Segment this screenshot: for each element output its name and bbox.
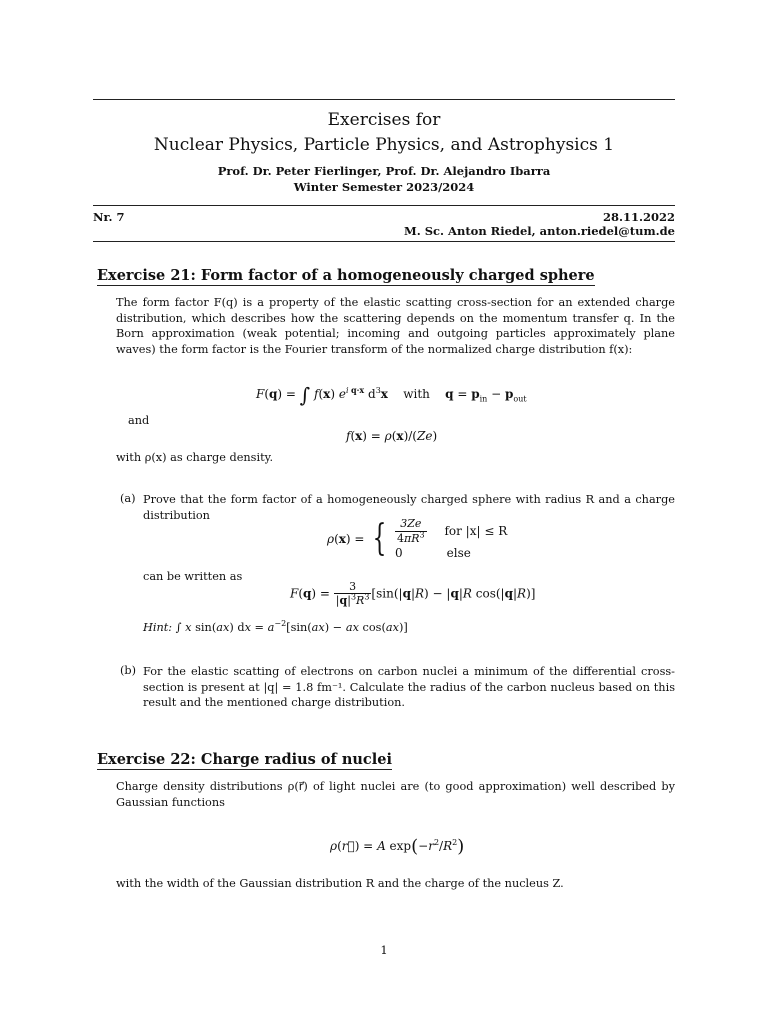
top-rule (93, 99, 675, 100)
charge-density-note: with ρ(x) as charge density. (116, 451, 274, 464)
part-a-label: (a) (120, 492, 136, 505)
professors: Prof. Dr. Peter Fierlinger, Prof. Dr. Alejandro Ibarra (217, 164, 551, 178)
page-number: 1 (380, 943, 388, 957)
gaussian-equation: ρ(r⃗) = A $\exp(-r^2/R^2)$ (330, 836, 465, 857)
exercise-22-intro: Charge density distributions ρ(r⃗) of light nuclei are (to good approximation) well described by Gaussian functions (116, 780, 675, 809)
exercise-21-intro: The form factor F(q) is a property of the elastic scatting cross-section for an extended charge distribution, which describes how the scattering depends on the momentum transfer q. In the Born approximation (weak potential; incoming and outgoing particles approximately plane waves) the form factor is the Fourier transform of the normalized charge distribution f(x): (116, 296, 675, 356)
case-1-condition: for |x| ≤ R (444, 524, 508, 538)
normalized-distribution-equation: f(x) = ρ(x)/(Ze) (346, 429, 438, 443)
part-b-text: For the elastic scatting of electrons on carbon nuclei a minimum of the differential cross-section is present at |q| = 1.8 fm⁻¹. Calculate the radius of the carbon nucleus based on this result and the mentioned charge distribution. (143, 665, 675, 709)
form-factor-equation: F(q) = ∫ f(x) $e^{i q\cdot x}$ $d^3x$ with $q = p_{in} - p_{out}$ (256, 383, 527, 407)
hint-label: Hint: (143, 621, 173, 634)
exercise-22-after: with the width of the Gaussian distribution R and the charge of the nucleus Z. (116, 877, 564, 890)
title-line-2: Nuclear Physics, Particle Physics, and Astrophysics 1 (153, 135, 615, 155)
case-2-condition: else (446, 546, 471, 560)
semester: Winter Semester 2023/2024 (293, 180, 475, 194)
sheet-date: 28.11.2022 (602, 210, 675, 224)
part-a-text: Prove that the form factor of a homogeneously charged sphere with radius R and a charge distribution (143, 493, 675, 522)
part-b-label: (b) (120, 664, 137, 677)
title-line-1: Exercises for (327, 110, 441, 130)
sphere-form-factor-equation: F(q) = $\frac{3}{|q|^3R^3}$ [sin(|q|R) − |q|R cos(|q|R)] (290, 580, 536, 607)
header-rule (93, 205, 675, 206)
can-be-written: can be written as (143, 570, 243, 583)
exercise-22-title: Exercise 22: Charge radius of nuclei (97, 751, 392, 768)
sheet-number: Nr. 7 (93, 210, 125, 224)
and-word: and (128, 414, 150, 427)
header-bottom-rule (93, 241, 675, 242)
charge-distribution-equation: ρ(x) = { $\frac{3Ze}{4\pi R^3}$ for |x| ≤ R 0 else (327, 517, 508, 560)
tutor-contact: M. Sc. Anton Riedel, anton.riedel@tum.de (404, 224, 675, 238)
hint-line: Hint: ∫ x sin(ax) dx = $a^{-2}[\sin(ax)$ − ax cos(ax)] (143, 619, 408, 634)
exercise-21-title: Exercise 21: Form factor of a homogeneously charged sphere (97, 267, 595, 284)
